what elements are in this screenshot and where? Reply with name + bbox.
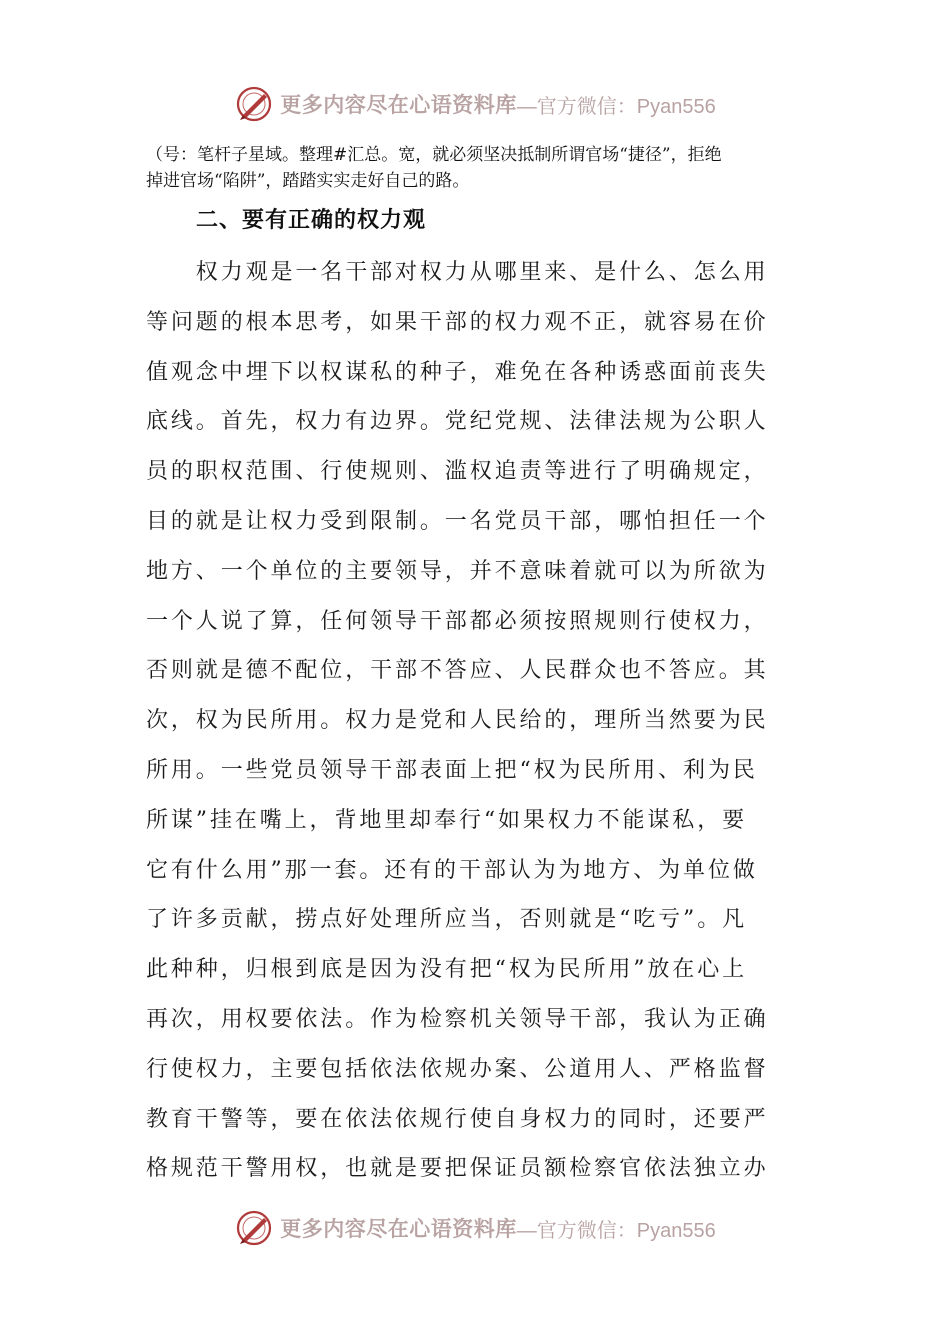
- watermark-brand-text: 更多内容尽在心语资料库: [280, 1216, 517, 1241]
- body-line: 再次，用权要依法。作为检察机关领导干部，我认为正确: [146, 1006, 769, 1032]
- intro-line: （号：笔杆子星域。整理#汇总。宽，就必须坚决抵制所谓官场“捷径”，拒绝: [146, 145, 722, 165]
- watermark-contact-text: —官方微信：Pyan556: [516, 1219, 716, 1242]
- body-paragraph: [146, 248, 810, 1194]
- body-line: 了许多贡献，捞点好处理所应当，否则就是“吃亏”。凡: [146, 907, 747, 933]
- pen-seal-icon: [234, 84, 274, 124]
- body-line: 值观念中埋下以权谋私的种子，难免在各种诱惑面前丧失: [146, 359, 769, 385]
- body-line: 教育干警等，要在依法依规行使自身权力的同时，还要严: [146, 1106, 769, 1132]
- intro-paragraph: [146, 142, 810, 194]
- body-line: 格规范干警用权，也就是要把保证员额检察官依法独立办: [146, 1156, 769, 1182]
- intro-line: 掉进官场“陷阱”，踏踏实实走好自己的路。: [146, 171, 470, 191]
- body-line: 所用。一些党员领导干部表面上把“权为民所用、利为民: [146, 757, 758, 783]
- body-line: 此种种，归根到底是因为没有把“权为民所用”放在心上: [146, 957, 747, 983]
- body-line: 权力观是一名干部对权力从哪里来、是什么、怎么用: [146, 260, 769, 285]
- body-line: 地方、一个单位的主要领导，并不意味着就可以为所欲为: [146, 558, 769, 584]
- watermark-contact-text: —官方微信：Pyan556: [516, 95, 716, 118]
- body-line: 行使权力，主要包括依法依规办案、公道用人、严格监督: [146, 1056, 769, 1082]
- body-line: 它有什么用”那一套。还有的干部认为为地方、为单位做: [146, 857, 758, 883]
- body-line: 等问题的根本思考，如果干部的权力观不正，就容易在价: [146, 309, 769, 335]
- footer-watermark: [0, 1206, 950, 1250]
- body-line: 所谋”挂在嘴上，背地里却奉行“如果权力不能谋私，要: [146, 807, 747, 833]
- body-line: 次，权为民所用。权力是党和人民给的，理所当然要为民: [146, 708, 769, 734]
- watermark-brand-text: 更多内容尽在心语资料库: [280, 92, 517, 117]
- body-line: 底线。首先，权力有边界。党纪党规、法律法规为公职人: [146, 409, 769, 435]
- header-watermark: [0, 82, 950, 126]
- body-line: 一个人说了算，任何领导干部都必须按照规则行使权力，: [146, 608, 769, 634]
- body-line: 否则就是德不配位，干部不答应、人民群众也不答应。其: [146, 658, 769, 684]
- section-heading: 二、要有正确的权力观: [196, 208, 427, 233]
- pen-seal-icon: [234, 1208, 274, 1248]
- body-line: 员的职权范围、行使规则、滥权追责等进行了明确规定，: [146, 459, 769, 485]
- body-line: 目的就是让权力受到限制。一名党员干部，哪怕担任一个: [146, 508, 769, 534]
